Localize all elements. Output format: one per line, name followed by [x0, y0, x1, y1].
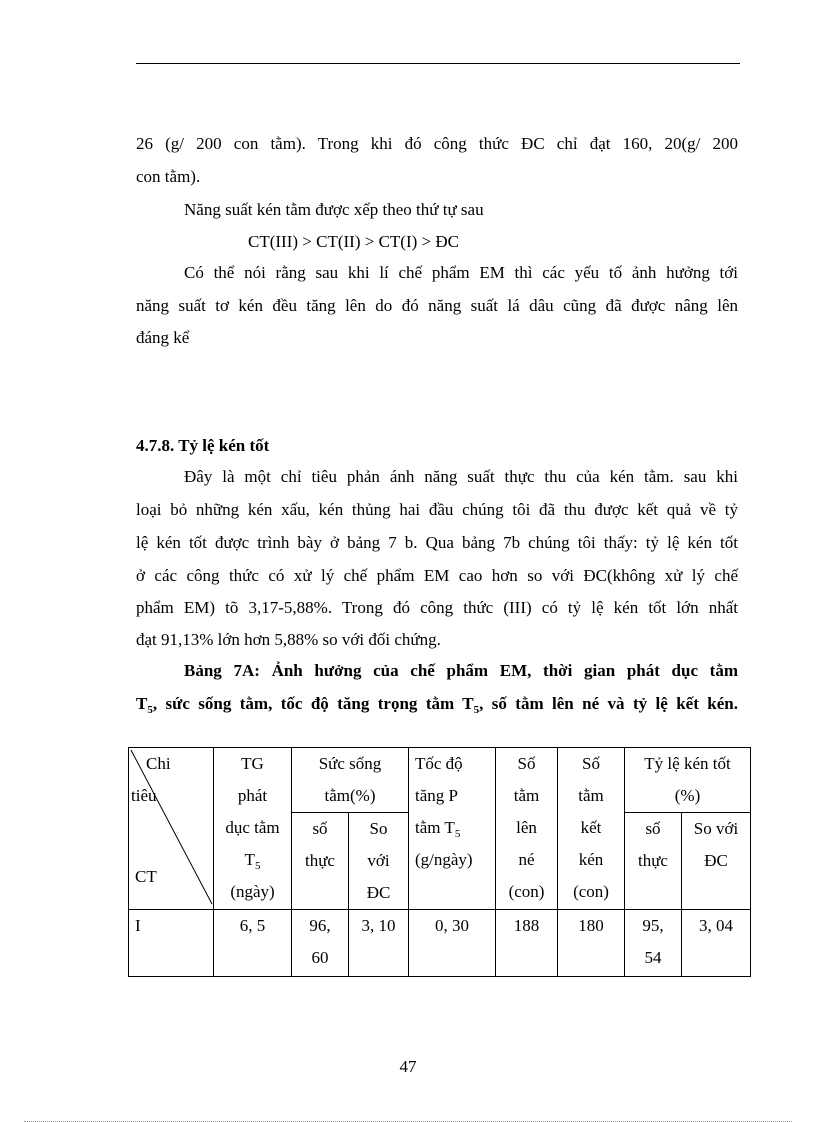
- paragraph-line: năng suất tơ kén đều tăng lên do đó năng suất lá dâu cũng đã được nâng lên: [136, 296, 738, 315]
- paragraph-line: ở các công thức có xử lý chế phẩm EM cao hơn so với ĐC(không xử lý chế: [136, 566, 738, 585]
- cell-suc-song: 96, 60: [292, 910, 349, 977]
- cell-tg: 6, 5: [214, 910, 292, 977]
- subheader-so-thuc: số thực: [292, 813, 349, 910]
- paragraph-line: Có thể nói rằng sau khi lí chế phẩm EM thì các yếu tố ảnh hưởng tới: [184, 263, 738, 282]
- table-caption: $T_5$, sức sống tằm, tốc độ tăng trọng tằm $T_5$, số tằm lên né và tỷ lệ kết kén.: [136, 694, 738, 716]
- paragraph-line: loại bỏ những kén xấu, kén thủng hai đầu chúng tôi đã thu được kết quả về tỷ: [136, 500, 738, 519]
- ranking-formula: CT(III) > CT(II) > CT(I) > ĐC: [248, 232, 459, 251]
- section-heading: 4.7.8. Tỷ lệ kén tốt: [136, 436, 270, 455]
- cell-so-voi-dc: 3, 04: [682, 910, 751, 977]
- paragraph-line: con tằm).: [136, 167, 201, 186]
- page-number: 47: [399, 1057, 417, 1076]
- corner-label-mid: tiêu: [131, 786, 157, 805]
- paragraph-line: 26 (g/ 200 con tằm). Trong khi đó công thức ĐC chỉ đạt 160, 20(g/ 200: [136, 134, 738, 153]
- subheader-so-thuc: số thực: [625, 813, 682, 910]
- cell-ct: I: [129, 910, 214, 977]
- corner-label-top: Chi: [146, 754, 171, 773]
- paragraph-line: Đây là một chỉ tiêu phản ánh năng suất thực thu của kén tằm. sau khi: [184, 467, 738, 486]
- paragraph-line: đáng kể: [136, 328, 190, 347]
- cell-ty-le: 95, 54: [625, 910, 682, 977]
- header-ket-ken: Số tằm kết kén (con): [558, 748, 625, 910]
- corner-header-cell: [129, 748, 214, 910]
- subheader-so-voi-dc: So với ĐC: [682, 813, 751, 910]
- paragraph-line: Năng suất kén tằm được xếp theo thứ tự sau: [184, 200, 484, 219]
- table-caption: Bảng 7A: Ảnh hưởng của chế phẩm EM, thời gian phát dục tằm: [184, 661, 738, 680]
- data-table: [128, 747, 751, 977]
- paragraph-line: phẩm EM) tõ 3,17-5,88%. Trong đó công thức (III) có tỷ lệ kén tốt lớn nhất: [136, 598, 738, 617]
- cell-len-ne: 188: [496, 910, 558, 977]
- cell-toc-do: 0, 30: [409, 910, 496, 977]
- corner-label-bottom: CT: [135, 867, 157, 886]
- header-ty-le: Tỷ lệ kén tốt (%): [625, 748, 751, 813]
- header-len-ne: Số tằm lên né (con): [496, 748, 558, 910]
- header-suc-song: Sức sống tằm(%): [292, 748, 409, 813]
- header-rule: [136, 63, 740, 64]
- subheader-so-voi-dc: So với ĐC: [349, 813, 409, 910]
- paragraph-line: đạt 91,13% lớn hơn 5,88% so với đối chứng.: [136, 630, 441, 649]
- table-row: [129, 910, 751, 977]
- cell-ket-ken: 180: [558, 910, 625, 977]
- cell-so-voi-dc: 3, 10: [349, 910, 409, 977]
- header-tg: TG phát dục tằm $T_5$ (ngày): [214, 748, 292, 910]
- paragraph-line: lệ kén tốt được trình bày ở bảng 7 b. Qua bảng 7b chúng tôi thấy: tỷ lệ kén tốt: [136, 533, 738, 552]
- header-toc-do: Tốc độ tăng P tằm $T_5$ (g/ngày): [409, 748, 496, 910]
- footer-dotted-rule: [24, 1121, 792, 1122]
